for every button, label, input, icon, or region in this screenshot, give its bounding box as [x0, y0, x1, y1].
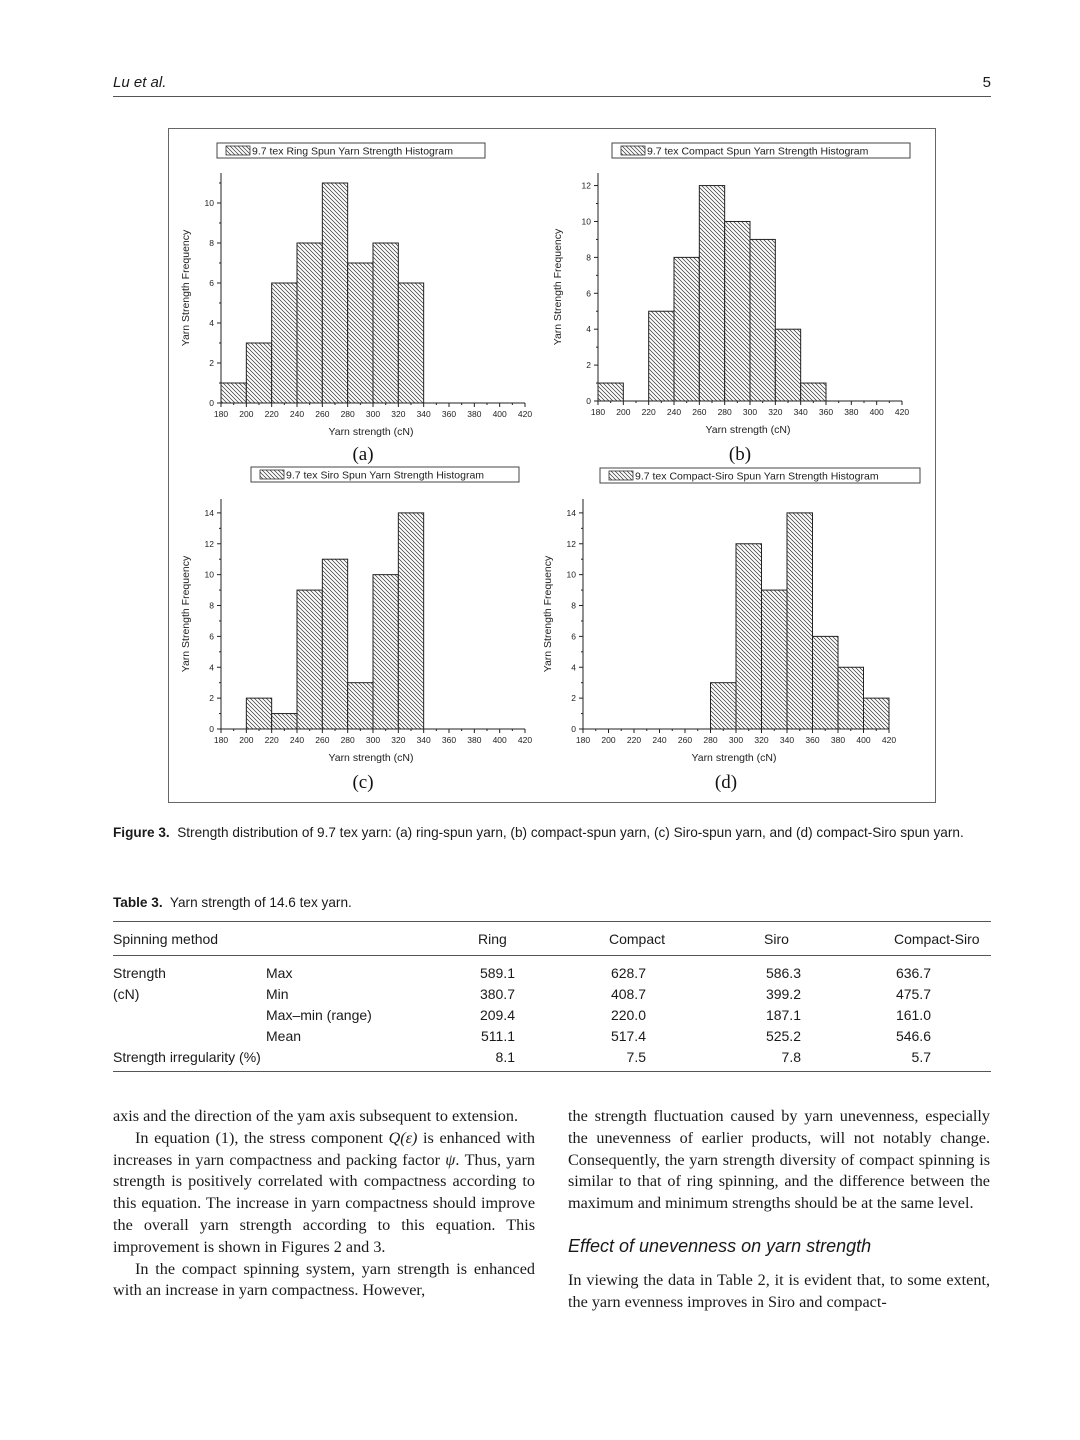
legend-swatch — [609, 471, 633, 480]
y-tick-label: 4 — [571, 662, 576, 673]
table-cell-value: 586.3 — [765, 964, 801, 981]
table-caption — [113, 895, 352, 910]
histogram-bar — [801, 383, 826, 401]
body-paragraph: In viewing the data in Table 2, it is evident that, to some extent, the yarn evenness improves in Siro and compact- — [568, 1270, 990, 1311]
panel-label: (c) — [352, 772, 374, 793]
table-cell — [478, 1004, 609, 1025]
body-paragraph — [113, 1128, 535, 1259]
table-cell-value: 408.7 — [610, 985, 646, 1002]
y-tick-label: 12 — [204, 538, 214, 549]
table-cell-value: 7.8 — [781, 1048, 801, 1065]
x-tick-label: 180 — [590, 407, 606, 417]
y-tick-label: 2 — [586, 360, 591, 371]
y-axis-label: Yarn Strength Frequency — [542, 555, 554, 673]
running-head — [113, 74, 991, 97]
table-cell-value: 8.1 — [495, 1048, 515, 1065]
table-row — [113, 1025, 991, 1046]
x-tick-label: 240 — [652, 735, 667, 745]
yarn-strength-table — [113, 921, 991, 1072]
table-row-label: Mean — [266, 1027, 302, 1044]
y-tick-label: 14 — [566, 507, 576, 518]
y-tick-label: 0 — [209, 724, 214, 734]
table-cell — [478, 1025, 609, 1046]
histogram-bar — [864, 698, 890, 729]
table-cell-value: 187.1 — [765, 1006, 801, 1023]
table-cell-value: 628.7 — [610, 964, 646, 981]
histogram-bar — [373, 575, 398, 729]
body-paragraph: axis and the direction of the yam axis subsequent to extension. — [113, 1107, 519, 1125]
x-tick-label: 260 — [692, 407, 707, 417]
x-tick-label: 220 — [264, 735, 279, 745]
table-cell — [478, 1046, 609, 1072]
histogram-bar — [838, 667, 864, 729]
x-tick-label: 320 — [754, 735, 769, 745]
table-row-label: Min — [266, 985, 289, 1002]
x-tick-label: 220 — [641, 407, 656, 417]
y-tick-label: 4 — [209, 318, 214, 328]
x-tick-label: 180 — [575, 735, 591, 745]
x-tick-label: 360 — [818, 407, 834, 417]
body-paragraph: In the compact spinning system, yarn strength is enhanced with an increase in yarn compactness. However, — [113, 1259, 535, 1300]
y-tick-label: 0 — [571, 724, 576, 734]
x-tick-label: 200 — [601, 735, 616, 745]
histogram-bar — [813, 636, 839, 729]
y-tick-label: 0 — [586, 396, 591, 406]
table-group-label-line1: Strength — [113, 964, 166, 981]
table-row-label: Max–min (range) — [266, 1006, 372, 1023]
histogram-bar — [775, 329, 800, 401]
body-text: is enhanced with increases in yarn compactness and packing factor — [113, 1128, 535, 1169]
histogram-bar — [699, 186, 724, 401]
figure-3 — [168, 128, 936, 803]
x-tick-label: 400 — [869, 407, 884, 417]
x-tick-label: 220 — [264, 409, 279, 419]
histogram-bar — [674, 257, 699, 401]
x-tick-label: 280 — [340, 735, 355, 745]
table-cell-value: 475.7 — [895, 985, 931, 1002]
table-cell — [609, 956, 764, 984]
body-column-left — [113, 1106, 535, 1302]
table-cell-value: 517.4 — [610, 1027, 646, 1044]
x-tick-label: 380 — [467, 409, 482, 419]
histogram-bar — [750, 239, 775, 401]
table-group-label — [113, 1025, 478, 1046]
x-tick-label: 260 — [677, 735, 693, 745]
y-tick-label: 8 — [571, 600, 576, 611]
page-number: 5 — [982, 74, 991, 91]
y-tick-label: 6 — [586, 288, 591, 299]
x-tick-label: 360 — [805, 735, 820, 745]
table-cell — [764, 1025, 894, 1046]
table-caption-label: Table 3. — [113, 895, 163, 910]
y-tick-label: 0 — [209, 398, 214, 408]
body-variable: ψ — [445, 1150, 456, 1169]
table-cell — [478, 983, 609, 1004]
x-axis-label: Yarn strength (cN) — [691, 752, 777, 764]
legend-label: 9.7 tex Ring Spun Yarn Strength Histogram — [252, 145, 453, 158]
table-header: Spinning method — [113, 922, 478, 956]
table-cell — [894, 1004, 991, 1025]
y-tick-label: 10 — [204, 569, 214, 580]
y-tick-label: 12 — [581, 180, 591, 191]
histogram-bar — [246, 343, 271, 403]
histogram-bar — [711, 683, 737, 729]
x-tick-label: 340 — [779, 735, 795, 745]
table-header: Siro — [764, 922, 894, 956]
y-tick-label: 4 — [209, 662, 214, 673]
table-group-label-line2: (cN) — [113, 985, 140, 1002]
body-paragraph: the strength fluctuation caused by yarn unevenness, especially the unevenness of earlier products, will not notably change. Consequently, the yarn strength diversity of compact spinning is similar to that of ring spinning, and the difference between the maximum and minimum strengths should be at the same level. — [568, 1107, 990, 1213]
x-tick-label: 340 — [416, 735, 431, 745]
table-cell-value: 220.0 — [610, 1006, 646, 1023]
figure-caption-text: Strength distribution of 9.7 tex yarn: (a) ring-spun yarn, (b) compact-spun yarn, (c) Siro-spun yarn, and (d) compact-Siro spun yarn. — [177, 825, 964, 840]
legend-label: 9.7 tex Compact Spun Yarn Strength Histogram — [647, 145, 869, 158]
x-tick-label: 320 — [768, 407, 783, 417]
histogram-bar — [272, 283, 297, 403]
x-tick-label: 420 — [517, 409, 533, 419]
histogram-bar — [348, 683, 373, 729]
table-row-label: Max — [266, 964, 293, 981]
table-cell-value: 511.1 — [481, 1027, 515, 1044]
x-tick-label: 280 — [703, 735, 718, 745]
table-cell — [764, 983, 894, 1004]
x-axis-label: Yarn strength (cN) — [328, 426, 414, 438]
x-tick-label: 320 — [391, 735, 406, 745]
x-tick-label: 300 — [365, 409, 381, 419]
figure-3-charts — [169, 129, 935, 802]
y-tick-label: 6 — [571, 631, 576, 642]
panel-label: (d) — [714, 772, 738, 793]
table-group-label — [113, 956, 478, 984]
x-tick-label: 240 — [289, 735, 305, 745]
legend-label: 9.7 tex Compact-Siro Spun Yarn Strength Histogram — [635, 470, 879, 483]
y-tick-label: 14 — [204, 507, 214, 518]
table-group-label — [113, 1004, 478, 1025]
figure-caption-label: Figure 3. — [113, 825, 170, 840]
x-tick-label: 300 — [742, 407, 758, 417]
x-tick-label: 340 — [416, 409, 431, 419]
table-cell — [478, 956, 609, 984]
x-tick-label: 200 — [239, 735, 254, 745]
legend-swatch — [621, 146, 645, 155]
y-tick-label: 2 — [209, 693, 214, 704]
table-cell-value: 380.7 — [479, 985, 515, 1002]
histogram-bar — [272, 714, 297, 729]
table-cell — [894, 956, 991, 984]
x-tick-label: 420 — [881, 735, 897, 745]
table-row-label: Strength irregularity (%) — [113, 1046, 478, 1072]
table-cell-value: 161.0 — [895, 1006, 931, 1023]
panel-label: (b) — [728, 444, 752, 465]
x-tick-label: 420 — [517, 735, 533, 745]
x-tick-label: 380 — [844, 407, 859, 417]
histogram-bar — [598, 383, 623, 401]
x-tick-label: 400 — [856, 735, 871, 745]
y-tick-label: 8 — [209, 238, 214, 248]
legend-label: 9.7 tex Siro Spun Yarn Strength Histogram — [286, 469, 485, 482]
table-cell-value: 636.7 — [895, 964, 931, 981]
x-tick-label: 260 — [315, 735, 330, 745]
table-cell-value: 546.6 — [895, 1027, 931, 1044]
x-tick-label: 300 — [365, 735, 381, 745]
x-tick-label: 380 — [467, 735, 482, 745]
section-heading: Effect of unevenness on yarn strength — [568, 1235, 872, 1256]
table-cell — [609, 1004, 764, 1025]
y-tick-label: 8 — [209, 600, 214, 611]
histogram-bar — [725, 221, 750, 401]
x-tick-label: 400 — [492, 409, 507, 419]
y-tick-label: 10 — [204, 198, 214, 208]
table-row — [113, 1046, 991, 1072]
x-tick-label: 360 — [441, 409, 457, 419]
histogram-bar — [322, 183, 347, 403]
table-cell — [609, 983, 764, 1004]
table-header-row — [113, 922, 991, 956]
x-tick-label: 340 — [793, 407, 808, 417]
x-tick-label: 240 — [289, 409, 305, 419]
panel-label: (a) — [352, 444, 374, 465]
x-tick-label: 280 — [717, 407, 732, 417]
x-tick-label: 320 — [391, 409, 406, 419]
x-tick-label: 300 — [728, 735, 744, 745]
table-cell-value: 525.2 — [765, 1027, 801, 1044]
x-tick-label: 180 — [213, 409, 229, 419]
y-axis-label: Yarn Strength Frequency — [180, 555, 192, 673]
table-group-label — [113, 983, 478, 1004]
x-axis-label: Yarn strength (cN) — [328, 752, 414, 764]
x-tick-label: 400 — [492, 735, 507, 745]
table-cell-value: 7.5 — [626, 1048, 646, 1065]
table-cell — [764, 1004, 894, 1025]
table-header: Compact-Siro — [894, 922, 991, 956]
table-row — [113, 983, 991, 1004]
table-cell — [894, 1046, 991, 1072]
table-cell — [894, 983, 991, 1004]
y-tick-label: 12 — [566, 538, 576, 549]
histogram-bar — [787, 513, 813, 729]
y-tick-label: 6 — [209, 278, 214, 288]
table-header: Compact — [609, 922, 764, 956]
x-tick-label: 380 — [830, 735, 846, 745]
table-cell-value: 399.2 — [765, 985, 801, 1002]
x-tick-label: 260 — [315, 409, 330, 419]
histogram-bar — [373, 243, 398, 403]
table-row — [113, 1004, 991, 1025]
table-cell — [609, 1046, 764, 1072]
y-tick-label: 10 — [566, 569, 576, 580]
y-axis-label: Yarn Strength Frequency — [552, 228, 564, 346]
table-cell — [764, 956, 894, 984]
histogram-bar — [762, 590, 788, 729]
x-tick-label: 180 — [213, 735, 229, 745]
x-tick-label: 420 — [894, 407, 910, 417]
body-column-right — [568, 1106, 990, 1313]
histogram-bar — [221, 383, 246, 403]
y-tick-label: 6 — [209, 631, 214, 642]
histogram-bar — [398, 513, 423, 729]
y-axis-label: Yarn Strength Frequency — [180, 229, 192, 347]
histogram-bar — [736, 544, 762, 729]
histogram-bar — [649, 311, 674, 401]
y-tick-label: 2 — [571, 693, 576, 704]
y-tick-label: 4 — [586, 324, 591, 335]
table-header: Ring — [478, 922, 609, 956]
x-tick-label: 360 — [441, 735, 457, 745]
table-caption-text: Yarn strength of 14.6 tex yarn. — [169, 895, 352, 910]
body-variable: Q(ε) — [388, 1128, 418, 1147]
x-tick-label: 240 — [666, 407, 682, 417]
table-row — [113, 956, 991, 984]
histogram-bar — [348, 263, 373, 403]
body-text: In equation (1), the stress component — [135, 1128, 389, 1147]
x-tick-label: 200 — [616, 407, 631, 417]
histogram-bar — [398, 283, 423, 403]
legend-swatch — [260, 470, 284, 479]
histogram-bar — [297, 243, 322, 403]
table-cell-value: 209.4 — [479, 1006, 515, 1023]
x-tick-label: 220 — [626, 735, 642, 745]
x-tick-label: 200 — [239, 409, 254, 419]
table-cell — [764, 1046, 894, 1072]
table-cell-value: 589.1 — [479, 964, 515, 981]
histogram-bar — [322, 559, 347, 729]
running-head-authors: Lu et al. — [113, 74, 167, 91]
histogram-bar — [246, 698, 271, 729]
table-cell-value: 5.7 — [911, 1048, 931, 1065]
x-axis-label: Yarn strength (cN) — [705, 424, 791, 436]
table-cell — [894, 1025, 991, 1046]
table-cell — [609, 1025, 764, 1046]
histogram-bar — [297, 590, 322, 729]
x-tick-label: 280 — [340, 409, 355, 419]
legend-swatch — [226, 146, 250, 155]
body-text: . Thus, yarn strength is positively correlated with compactness according to this equation. The increase in yarn compactness should improve the overall yarn strength according to this equation. This improvement is shown in Figures 2 and 3. — [113, 1150, 535, 1256]
y-tick-label: 8 — [586, 252, 591, 263]
figure-caption — [113, 823, 991, 843]
y-tick-label: 2 — [209, 358, 214, 368]
y-tick-label: 10 — [581, 216, 591, 227]
